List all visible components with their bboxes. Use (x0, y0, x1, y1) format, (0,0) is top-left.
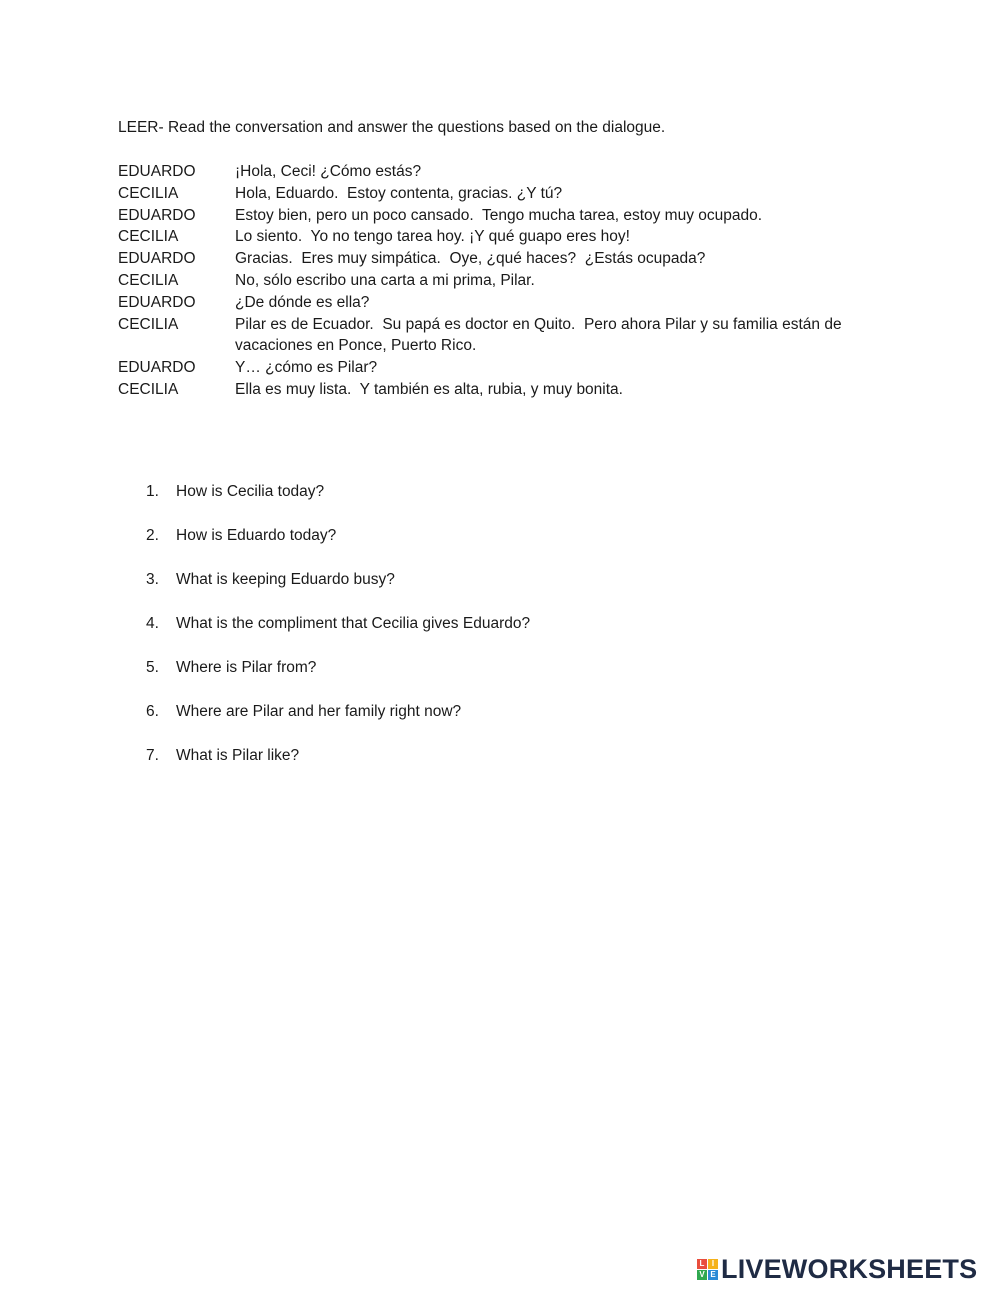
speech-text: Lo siento. Yo no tengo tarea hoy. ¡Y qué guapo eres hoy! (235, 228, 630, 246)
question-number: 6. (146, 703, 159, 720)
speech-text: ¿De dónde es ella? (235, 293, 370, 311)
speaker-name: CECILIA (118, 271, 179, 289)
question-number: 3. (146, 571, 159, 588)
dialogue-line (118, 292, 898, 314)
dialogue-line (118, 357, 898, 379)
question-text: Where is Pilar from? (176, 659, 317, 676)
dialogue-line (118, 270, 898, 292)
question-number: 7. (146, 747, 159, 764)
speech-text: Hola, Eduardo. Estoy contenta, gracias. ¿Y tú? (235, 184, 563, 202)
question-item (146, 525, 530, 569)
question-item (146, 657, 530, 701)
speaker-name: CECILIA (118, 228, 179, 246)
question-text: What is the compliment that Cecilia gives Eduardo? (176, 615, 531, 632)
question-number: 4. (146, 615, 159, 632)
questions-list (146, 481, 530, 789)
question-item (146, 569, 530, 613)
speech-text: Ella es muy lista. Y también es alta, rubia, y muy bonita. (235, 380, 623, 398)
logo-tile-i: I (708, 1259, 718, 1269)
question-text: How is Eduardo today? (176, 527, 337, 544)
question-number: 5. (146, 659, 159, 676)
speaker-name: EDUARDO (118, 293, 196, 311)
dialogue-line (118, 248, 898, 270)
question-item (146, 481, 530, 525)
speaker-name: EDUARDO (118, 163, 196, 180)
liveworksheets-logo-icon (697, 1259, 718, 1280)
logo-tile-v: V (697, 1270, 707, 1280)
question-text: What is keeping Eduardo busy? (176, 571, 395, 588)
liveworksheets-watermark (697, 1254, 977, 1284)
speech-text: Y… ¿cómo es Pilar? (235, 359, 378, 377)
dialogue-block (118, 161, 898, 401)
dialogue-line (118, 379, 898, 401)
dialogue-line (118, 205, 898, 227)
logo-tile-e: E (708, 1270, 718, 1280)
speech-text: Gracias. Eres muy simpática. Oye, ¿qué haces? ¿Estás ocupada? (235, 250, 706, 268)
dialogue-line (118, 226, 898, 248)
speech-text: No, sólo escribo una carta a mi prima, Pilar. (235, 271, 535, 289)
speaker-name: EDUARDO (118, 250, 196, 268)
speaker-name: EDUARDO (118, 359, 196, 377)
question-text: Where are Pilar and her family right now? (176, 703, 462, 720)
question-text: What is Pilar like? (176, 747, 300, 764)
dialogue-line (118, 314, 898, 358)
question-text: How is Cecilia today? (176, 483, 325, 500)
dialogue-line (118, 161, 898, 183)
dialogue-line (118, 183, 898, 205)
speech-text: ¡Hola, Ceci! ¿Cómo estás? (235, 163, 422, 180)
watermark-text: LIVEWORKSHEETS (721, 1253, 978, 1284)
instructions-text: LEER- Read the conversation and answer the questions based on the dialogue. (118, 119, 666, 136)
speaker-name: EDUARDO (118, 206, 196, 224)
question-item (146, 701, 530, 745)
speech-text: Estoy bien, pero un poco cansado. Tengo mucha tarea, estoy muy ocupado. (235, 206, 763, 224)
question-item (146, 745, 530, 789)
speech-text: Pilar es de Ecuador. Su papá es doctor en Quito. Pero ahora Pilar y su familia están de vacaciones en Ponce, Puerto Rico. (235, 315, 846, 355)
speaker-name: CECILIA (118, 315, 179, 333)
speaker-name: CECILIA (118, 184, 179, 202)
speaker-name: CECILIA (118, 380, 179, 398)
question-number: 1. (146, 483, 159, 500)
question-number: 2. (146, 527, 159, 544)
question-item (146, 613, 530, 657)
logo-tile-l: L (697, 1259, 707, 1269)
